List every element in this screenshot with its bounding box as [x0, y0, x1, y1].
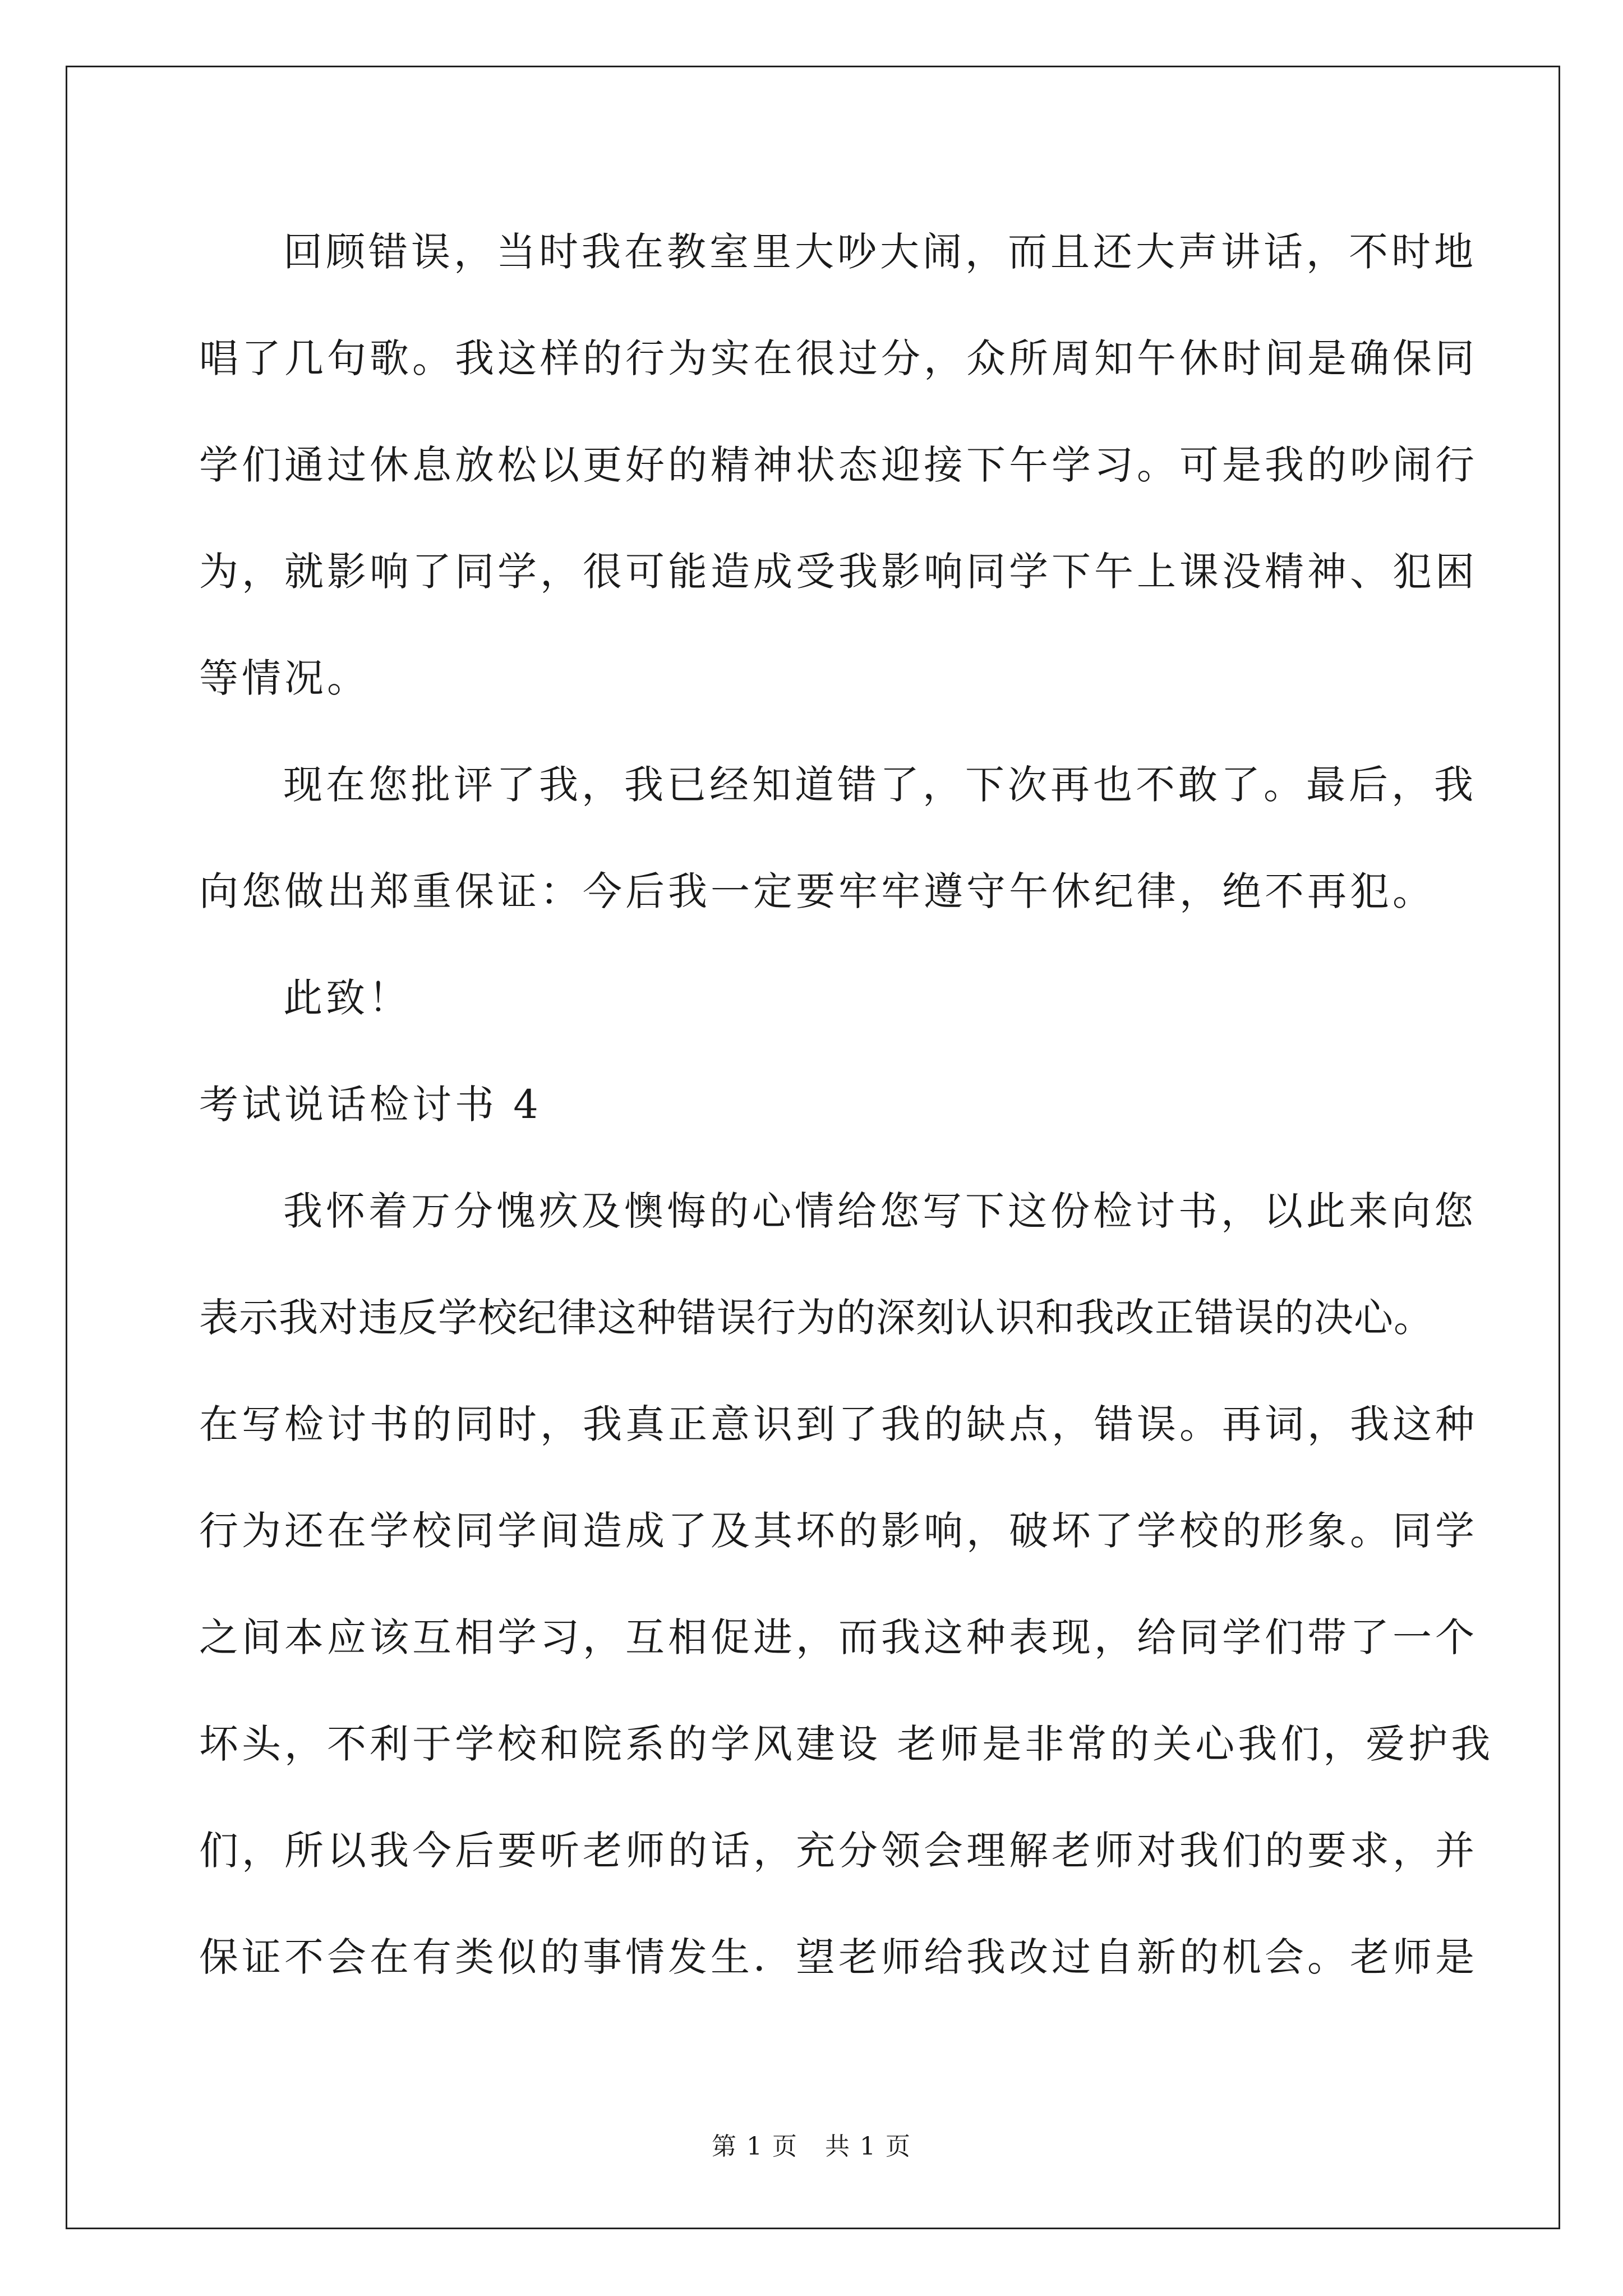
paragraph-line: 学们通过休息放松以更好的精神状态迎接下午学习。可是我的吵闹行	[199, 442, 1478, 488]
paragraph-line: 保证不会在有类似的事情发生．望老师给我改过自新的机会。老师是	[199, 1934, 1478, 1980]
paragraph-line: 之间本应该互相学习，互相促进，而我这种表现，给同学们带了一个	[199, 1614, 1478, 1660]
paragraph-line: 现在您批评了我，我已经知道错了，下次再也不敢了。最后，我	[283, 762, 1477, 808]
paragraph-line: 我怀着万分愧疚及懊悔的心情给您写下这份检讨书，以此来向您	[283, 1188, 1477, 1234]
paragraph-line: 表示我对违反学校纪律这种错误行为的深刻认识和我改正错误的决心。	[199, 1295, 1433, 1341]
section-heading: 考试说话检讨书 4	[199, 1082, 542, 1128]
paragraph-line: 向您做出郑重保证：今后我一定要牢牢遵守午休纪律，绝不再犯。	[199, 868, 1435, 914]
paragraph-line: 唱了几句歌。我这样的行为实在很过分，众所周知午休时间是确保同	[199, 335, 1478, 381]
paragraph-line: 行为还在学校同学间造成了及其坏的影响，破坏了学校的形象。同学	[199, 1508, 1478, 1554]
closing-salutation: 此致！	[283, 975, 411, 1021]
paragraph-line: 们，所以我今后要听老师的话，充分领会理解老师对我们的要求，并	[199, 1828, 1478, 1874]
paragraph-line: 为，就影响了同学，很可能造成受我影响同学下午上课没精神、犯困	[199, 549, 1478, 595]
document-body	[199, 222, 1494, 2033]
paragraph-line: 坏头，不利于学校和院系的学风建设 老师是非常的关心我们，爱护我	[199, 1721, 1494, 1767]
page-number-footer: 第 1 页 共 1 页	[712, 2132, 911, 2161]
paragraph-line: 回顾错误，当时我在教室里大吵大闹，而且还大声讲话，不时地	[283, 229, 1477, 275]
paragraph-line: 在写检讨书的同时，我真正意识到了我的缺点，错误。再词，我这种	[199, 1401, 1478, 1447]
paragraph-line: 等情况。	[199, 655, 370, 701]
